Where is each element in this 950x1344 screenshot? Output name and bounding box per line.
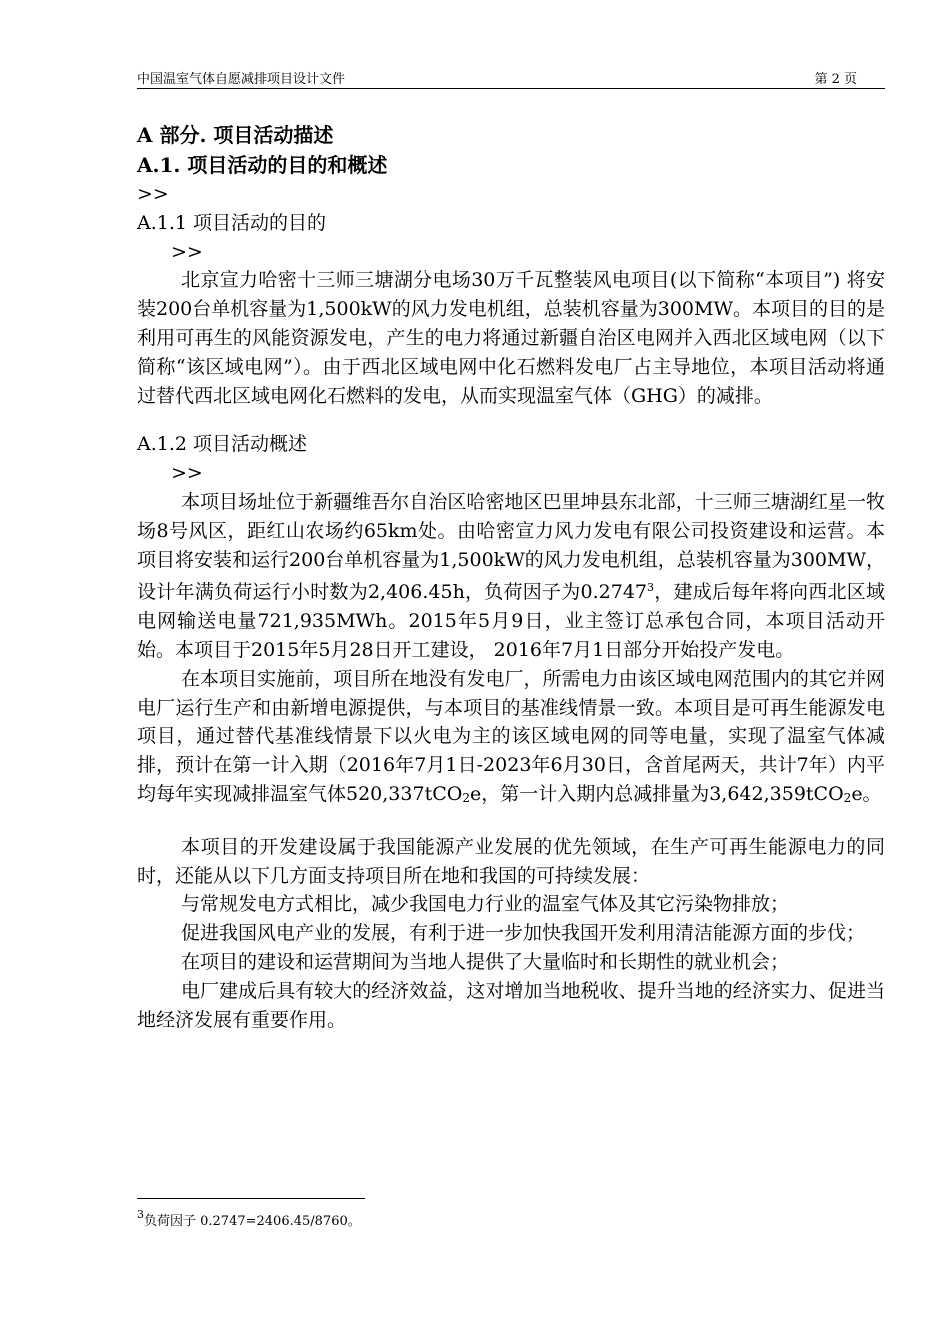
text-run: ，建成后每年将向西北区域电网输送电量721,935MWh。2015年5月9日，业主签订总承包合同，本项目活动开始。本项目于2015年5月28日开工建设， 2016年7月1日部分开始投产发电。	[137, 581, 885, 661]
subscript: 2	[843, 790, 852, 805]
page-header	[137, 66, 885, 89]
subsection-title: A.1.2 项目活动概述	[137, 433, 308, 456]
subsection-title: A.1.1 项目活动的目的	[137, 211, 327, 234]
section-heading: A.1. 项目活动的目的和概述	[137, 153, 388, 177]
list-item: 与常规发电方式相比，减少我国电力行业的温室气体及其它污染物排放；	[181, 893, 790, 916]
paragraph-purpose: 北京宣力哈密十三师三塘湖分电场30万千瓦整装风电项目(以下简称“本项目”) 将安装200台单机容量为1,500kW的风力发电机组，总装机容量为300MW。本项目的目的是利用可再生的风能资源发电，产生的电力将通过新疆自治区电网并入西北区域电网（以下简称“该区域电网”）。由于西北区域电网中化石燃料发电厂占主导地位，本项目活动将通过替代西北区域电网化石燃料的发电，从而实现温室气体（GHG）的减排。	[137, 269, 885, 407]
document-title: 中国温室气体自愿减排项目设计文件	[137, 72, 346, 87]
list-item: 促进我国风电产业的发展，有利于进一步加快我国开发利用清洁能源方面的步伐；	[181, 922, 866, 945]
footnote-divider	[137, 1198, 365, 1199]
footnote-reference: 3	[647, 581, 655, 595]
marker: >>	[137, 183, 169, 205]
paragraph-overview	[137, 488, 885, 665]
text-run: e。	[851, 782, 882, 805]
marker: >>	[171, 462, 203, 485]
footnote-text: 负荷因子 0.2747=2406.45/8760。	[144, 1214, 361, 1229]
subscript: 2	[462, 790, 470, 805]
footnote-mark: 3	[137, 1208, 144, 1221]
marker: >>	[171, 240, 203, 263]
list-item: 电厂建成后具有较大的经济效益，这对增加当地税收、提升当地的经济实力、促进当地经济发展有重要作用。	[137, 979, 885, 1031]
text-run: 在本项目实施前，项目所在地没有发电厂，所需电力由该区域电网范围内的其它并网电厂运行生产和由新增电源提供，与本项目的基准线情景一致。本项目是可再生能源发电项目，通过替代基准线情景下以火电为主的该区域电网的同等电量，实现了温室气体减排，预计在第一计入期（2016年7月1日-2023年6月30日，含首尾两天，共计7年）内平均每年实现减排温室气体520,337tCO	[137, 667, 885, 805]
paragraph-baseline	[137, 665, 885, 813]
list-item: 在项目的建设和运营期间为当地人提供了大量临时和长期性的就业机会；	[181, 950, 790, 973]
document-body	[137, 120, 885, 1034]
text-run: 本项目场址位于新疆维吾尔自治区哈密地区巴里坤县东北部，十三师三塘湖红星一牧场8号风区，距红山农场约65km处。由哈密宣力风力发电有限公司投资建设和运营。本项目将安装和运行200台单机容量为1,500kW的风力发电机组，总装机容量为300MW，设计年满负荷运行小时数为2,406.45h，负荷因子为0.2747	[137, 490, 885, 604]
footnote	[137, 1208, 361, 1229]
paragraph-sustainability: 本项目的开发建设属于我国能源产业发展的优先领域，在生产可再生能源电力的同时，还能从以下几方面支持项目所在地和我国的可持续发展：	[137, 835, 885, 887]
part-heading: A 部分. 项目活动描述	[137, 123, 334, 147]
text-run: e，第一计入期内总减排量为3,642,359tCO	[469, 782, 844, 805]
page-number: 第 2 页	[814, 72, 857, 87]
